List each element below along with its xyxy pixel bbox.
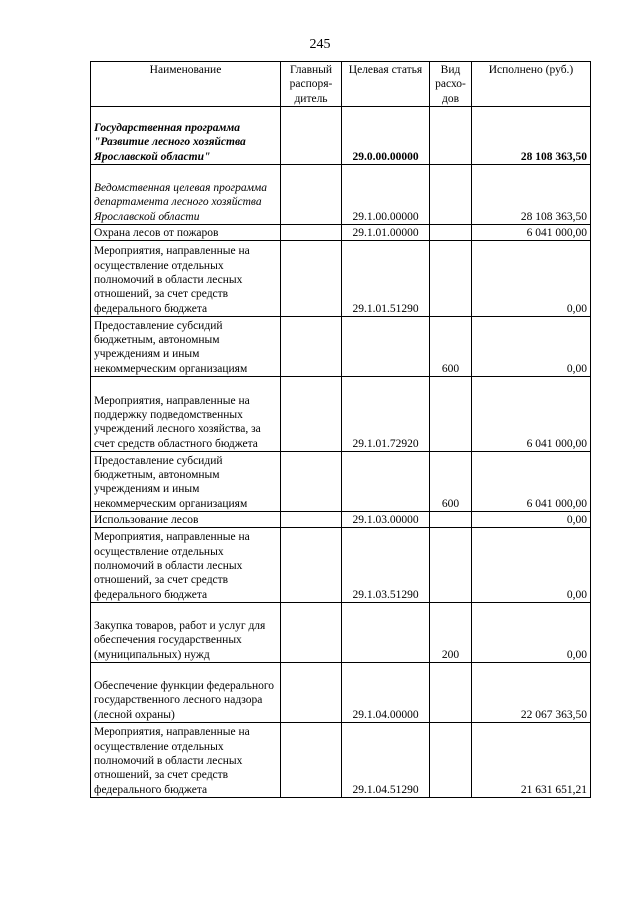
table-row xyxy=(91,241,591,317)
row-name-cell: Государственная программа "Развитие лесного хозяйства Ярославской области" xyxy=(91,107,281,165)
row-target-article-cell xyxy=(342,452,430,512)
row-expense-type-cell xyxy=(430,225,472,241)
row-expense-type-cell xyxy=(430,512,472,528)
row-main-administrator-cell xyxy=(281,512,342,528)
row-expense-type-cell xyxy=(430,723,472,798)
row-executed-amount-cell: 0,00 xyxy=(472,512,591,528)
row-executed-amount-cell: 21 631 651,21 xyxy=(472,723,591,798)
row-name-cell: Обеспечение функции федерального государственного лесного надзора (лесной охраны) xyxy=(91,663,281,723)
row-main-administrator-cell xyxy=(281,317,342,377)
row-main-administrator-cell xyxy=(281,241,342,317)
row-name-cell: Мероприятия, направленные на осуществление отдельных полномочий в области лесных отношений, за счет средств федерального бюджета xyxy=(91,241,281,317)
row-executed-amount-cell: 6 041 000,00 xyxy=(472,452,591,512)
row-executed-amount-cell: 6 041 000,00 xyxy=(472,225,591,241)
row-executed-amount-cell: 0,00 xyxy=(472,528,591,603)
table-row xyxy=(91,107,591,165)
row-name-cell: Мероприятия, направленные на поддержку подведомственных учреждений лесного хозяйства, за счет средств областного бюджета xyxy=(91,377,281,452)
table-row xyxy=(91,528,591,603)
row-target-article-cell: 29.1.00.00000 xyxy=(342,165,430,225)
header-expense-type: Вид расхо-дов xyxy=(430,62,472,107)
row-name-cell: Предоставление субсидий бюджетным, автономным учреждениям и иным некоммерческим организациям xyxy=(91,452,281,512)
row-target-article-cell: 29.1.04.51290 xyxy=(342,723,430,798)
row-name-cell: Ведомственная целевая программа департамента лесного хозяйства Ярославской области xyxy=(91,165,281,225)
row-main-administrator-cell xyxy=(281,723,342,798)
row-main-administrator-cell xyxy=(281,225,342,241)
row-target-article-cell: 29.1.03.51290 xyxy=(342,528,430,603)
row-main-administrator-cell xyxy=(281,452,342,512)
row-main-administrator-cell xyxy=(281,377,342,452)
row-main-administrator-cell xyxy=(281,603,342,663)
table-row xyxy=(91,512,591,528)
table-row xyxy=(91,452,591,512)
budget-execution-table xyxy=(90,61,591,798)
row-target-article-cell xyxy=(342,317,430,377)
row-executed-amount-cell: 22 067 363,50 xyxy=(472,663,591,723)
row-main-administrator-cell xyxy=(281,107,342,165)
row-target-article-cell: 29.1.01.72920 xyxy=(342,377,430,452)
table-row xyxy=(91,317,591,377)
row-target-article-cell: 29.0.00.00000 xyxy=(342,107,430,165)
row-target-article-cell xyxy=(342,603,430,663)
row-expense-type-cell: 600 xyxy=(430,317,472,377)
table-row xyxy=(91,225,591,241)
row-expense-type-cell xyxy=(430,165,472,225)
row-expense-type-cell xyxy=(430,663,472,723)
row-name-cell: Охрана лесов от пожаров xyxy=(91,225,281,241)
row-name-cell: Мероприятия, направленные на осуществление отдельных полномочий в области лесных отношений, за счет средств федерального бюджета xyxy=(91,528,281,603)
page-number: 245 xyxy=(309,37,331,52)
row-target-article-cell: 29.1.03.00000 xyxy=(342,512,430,528)
row-main-administrator-cell xyxy=(281,165,342,225)
row-executed-amount-cell: 0,00 xyxy=(472,317,591,377)
row-target-article-cell: 29.1.04.00000 xyxy=(342,663,430,723)
row-expense-type-cell xyxy=(430,107,472,165)
table-row xyxy=(91,165,591,225)
row-expense-type-cell: 600 xyxy=(430,452,472,512)
header-executed-amount: Исполнено (руб.) xyxy=(472,62,591,107)
row-expense-type-cell xyxy=(430,241,472,317)
header-name: Наименование xyxy=(91,62,281,107)
row-executed-amount-cell: 28 108 363,50 xyxy=(472,165,591,225)
header-target-article: Целевая статья xyxy=(342,62,430,107)
row-executed-amount-cell: 0,00 xyxy=(472,241,591,317)
table-row xyxy=(91,663,591,723)
row-executed-amount-cell: 6 041 000,00 xyxy=(472,377,591,452)
row-expense-type-cell: 200 xyxy=(430,603,472,663)
row-main-administrator-cell xyxy=(281,663,342,723)
row-name-cell: Использование лесов xyxy=(91,512,281,528)
row-main-administrator-cell xyxy=(281,528,342,603)
table-row xyxy=(91,377,591,452)
row-target-article-cell: 29.1.01.00000 xyxy=(342,225,430,241)
row-name-cell: Предоставление субсидий бюджетным, автономным учреждениям и иным некоммерческим организациям xyxy=(91,317,281,377)
table-row xyxy=(91,723,591,798)
table-row xyxy=(91,603,591,663)
row-expense-type-cell xyxy=(430,377,472,452)
row-executed-amount-cell: 28 108 363,50 xyxy=(472,107,591,165)
row-name-cell: Мероприятия, направленные на осуществление отдельных полномочий в области лесных отношений, за счет средств федерального бюджета xyxy=(91,723,281,798)
table-body xyxy=(91,107,591,798)
row-name-cell: Закупка товаров, работ и услуг для обеспечения государственных (муниципальных) нужд xyxy=(91,603,281,663)
row-executed-amount-cell: 0,00 xyxy=(472,603,591,663)
table-header-row xyxy=(91,62,591,107)
row-target-article-cell: 29.1.01.51290 xyxy=(342,241,430,317)
header-main-administrator: Главный распоря-дитель xyxy=(281,62,342,107)
row-expense-type-cell xyxy=(430,528,472,603)
